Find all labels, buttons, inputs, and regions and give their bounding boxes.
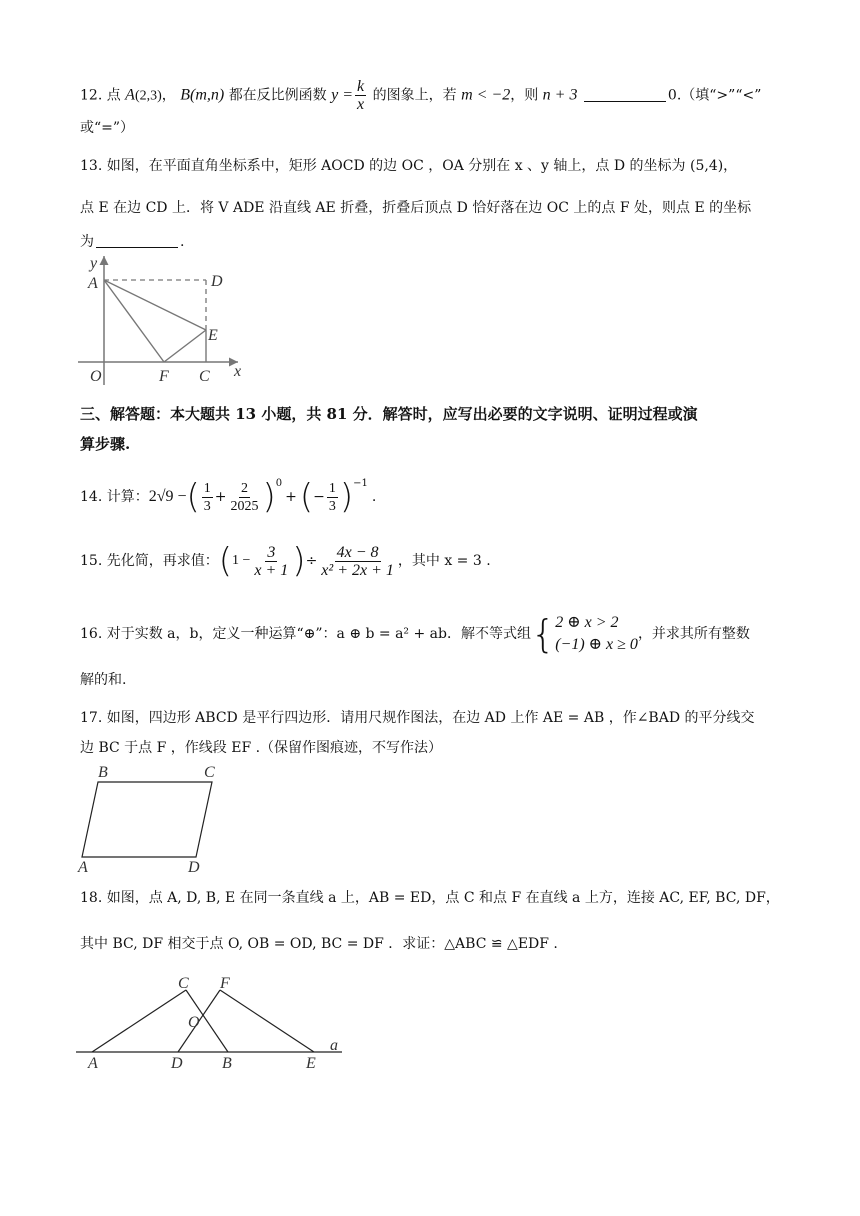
q15-paren-open: (	[218, 541, 232, 581]
label-b: B	[98, 764, 108, 781]
q14-label: 14. 计算：	[80, 489, 149, 505]
q15-paren-close: )	[292, 541, 306, 581]
segment-fe	[220, 990, 314, 1052]
label-x: x	[234, 363, 242, 380]
label-line-a: a	[330, 1037, 338, 1054]
q12-text3: ，则	[510, 87, 539, 104]
q14-plus2: +	[285, 489, 297, 505]
label-d: D	[171, 1055, 183, 1072]
q14-f2-num: 2	[241, 480, 249, 496]
q15-line	[80, 538, 782, 584]
q16-sys2: (−1) ⊕ x ≥ 0	[555, 636, 638, 653]
q14-paren-open: (	[186, 477, 200, 517]
q12-point-a: A	[125, 86, 135, 104]
q13-line3-end: .	[180, 234, 185, 250]
section3-heading-line1: 三、解答题：本大题共 13 小题，共 81 分．解答时，应写出必要的文字说明、证明过程或演	[80, 405, 698, 423]
parallelogram-abcd	[82, 782, 212, 857]
q17-line2: 边 BC 于点 F ，作线段 EF .（保留作图痕迹，不写作法）	[80, 740, 443, 756]
label-b: B	[222, 1055, 232, 1072]
q15-one-minus: 1 −	[231, 553, 251, 568]
q14-frac3	[327, 480, 338, 515]
q16-line1	[80, 610, 782, 658]
q13-line3-text: 为	[80, 234, 94, 250]
q17-line1: 17. 如图，四边形 ABCD 是平行四边形．请用尺规作图法，在边 AD 上作 AE = AB ，作∠BAD 的平分线交	[80, 710, 755, 726]
q14-frac1	[202, 480, 213, 515]
q13-line2: 点 E 在边 CD 上．将 V ADE 沿直线 AE 折叠，折叠后顶点 D 恰好落在边 OC 上的点 F 处，则点 E 的坐标	[80, 200, 752, 216]
q16-text: 16. 对于实数 a，b，定义一种运算“⊕”：a ⊕ b = a² + ab．解不等式组	[80, 626, 531, 642]
q13-line1: 13. 如图，在平面直角坐标系中，矩形 AOCD 的边 OC ，OA 分别在 x 、y 轴上，点 D 的坐标为 (5,4)，	[80, 158, 738, 174]
label-f: F	[220, 975, 230, 992]
q14-paren2-close: )	[339, 477, 354, 517]
q12-point-b: B	[180, 86, 191, 104]
q15-tail: ，其中 x = 3 .	[397, 553, 491, 569]
q14-f1-num: 1	[203, 480, 211, 496]
q16-line1-end: ，并求其所有整数	[637, 626, 750, 642]
q15-f1-num: 3	[267, 543, 276, 561]
q14-paren-close: )	[262, 477, 276, 517]
q14-plus: +	[214, 489, 227, 505]
q12-func-fraction	[355, 78, 366, 113]
q14-paren2-open: (	[299, 477, 314, 517]
q14-exp-neg1: −1	[353, 478, 368, 489]
q13-answer-blank[interactable]	[96, 233, 178, 248]
label-a: A	[78, 859, 88, 875]
q14-f3-num: 1	[328, 480, 336, 496]
label-c: C	[199, 368, 210, 385]
q14-f2-den: 2025	[230, 498, 259, 514]
q16-line2: 解的和.	[80, 672, 127, 688]
q14-end: .	[371, 489, 377, 505]
q12-func-num: k	[357, 78, 365, 95]
q12-func-den: x	[357, 96, 365, 113]
label-d: D	[188, 859, 200, 875]
q14-line	[80, 474, 782, 520]
q15-div: ÷	[305, 553, 318, 569]
q14-minus: −	[313, 489, 325, 505]
q14-f1-den: 3	[203, 498, 211, 514]
q15-f2-den: x² + 2x + 1	[321, 561, 394, 579]
q15-label: 15. 先化简，再求值：	[80, 553, 219, 569]
q12-condition: m < −2	[461, 86, 511, 104]
q14-frac2	[229, 480, 261, 515]
q12-line1: 12. 点 A(2,3)， B(m,n) 都在反比例函数 y = $\frac{k}{x}$ 的图象上，若 m < −2，则 n + 3 0.（填“>”“<”	[80, 78, 762, 113]
q12-label: 12. 点	[80, 87, 121, 104]
label-o: O	[90, 368, 102, 385]
q14-sqrt: 2√9 −	[148, 488, 187, 505]
q18-figure	[74, 970, 354, 1075]
segment-ac	[92, 990, 186, 1052]
q12-expr: n + 3	[542, 86, 578, 104]
label-e: E	[208, 327, 218, 344]
q17-figure	[76, 760, 226, 875]
q16-system	[555, 612, 638, 656]
q12-text1: 都在反比例函数	[228, 87, 327, 104]
segment-af	[104, 280, 164, 362]
label-d: D	[211, 273, 223, 290]
q12-func-lhs: y =	[331, 86, 354, 104]
q15-f2-num: 4x − 8	[336, 543, 379, 561]
label-e: E	[306, 1055, 316, 1072]
q12-coord-b: (m,n)	[190, 86, 225, 104]
q18-line2: 其中 BC, DF 相交于点 O, OB = OD, BC = DF ．求证：△ABC ≌ △EDF .	[80, 936, 558, 952]
label-c: C	[178, 975, 189, 992]
label-f: F	[159, 368, 169, 385]
segment-ae	[104, 280, 206, 330]
q14-exp0: 0	[275, 478, 283, 489]
q16-brace: {	[531, 612, 556, 656]
q15-f1-den: x + 1	[254, 561, 289, 579]
q15-frac2	[319, 544, 396, 579]
label-a: A	[88, 275, 98, 292]
q12-text2: 的图象上，若	[372, 87, 457, 104]
section3-heading-line2: 算步骤.	[80, 435, 131, 453]
q18-line1: 18. 如图，点 A, D, B, E 在同一条直线 a 上，AB = ED，点 C 和点 F 在直线 a 上方，连接 AC, EF, BC, DF，	[80, 890, 780, 906]
label-o: O	[188, 1014, 200, 1031]
q14-f3-den: 3	[328, 498, 336, 514]
q16-sys1: 2 ⊕ x > 2	[555, 614, 619, 631]
q15-frac1	[252, 544, 290, 579]
q13-line3	[80, 232, 782, 252]
segment-fe	[164, 330, 206, 362]
label-a: A	[88, 1055, 98, 1072]
q12-answer-blank[interactable]	[584, 87, 666, 102]
label-y: y	[90, 255, 98, 272]
q12-line2: 或“=”）	[80, 120, 135, 136]
q12-text4: 0.（填“>”“<”	[667, 87, 762, 104]
q13-figure	[78, 250, 258, 385]
label-c: C	[204, 764, 215, 781]
q12-coord-a: (2,3)	[134, 88, 162, 104]
